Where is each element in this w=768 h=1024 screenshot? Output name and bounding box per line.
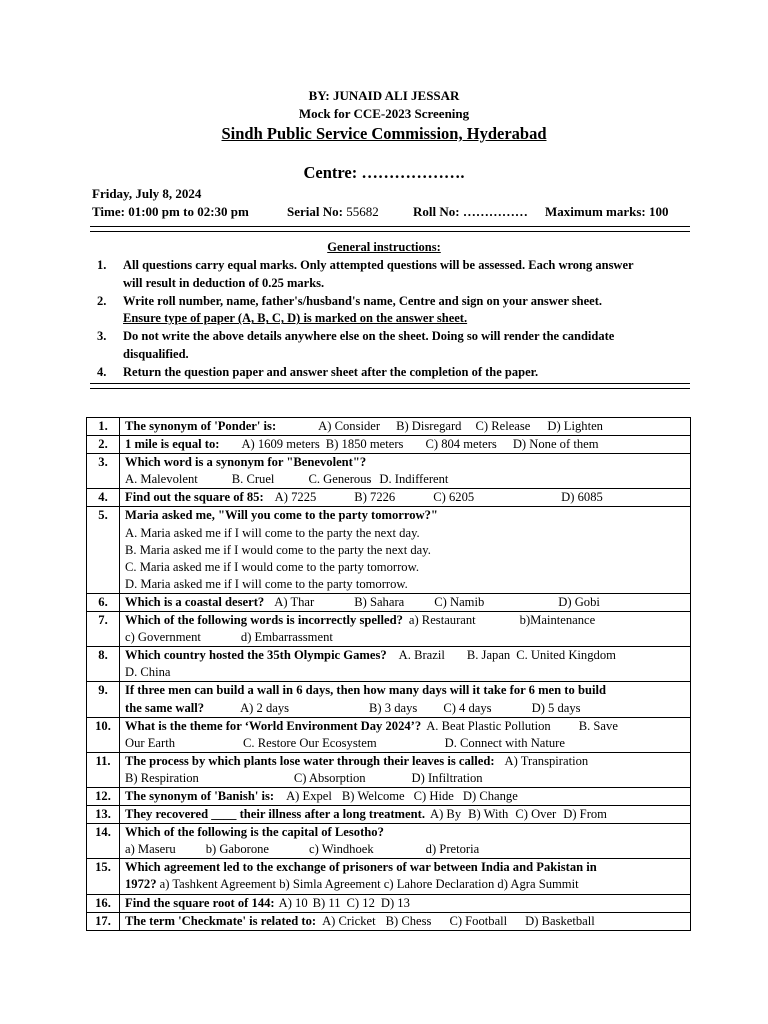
option: D. Maria asked me if I will come to the party tomorrow. <box>125 576 408 591</box>
question-cell <box>120 593 691 611</box>
instruction-text: disqualified. <box>123 346 189 361</box>
option: B) Respiration <box>125 770 199 785</box>
option: B) 1850 meters <box>325 437 404 452</box>
option: B) Disregard <box>396 419 462 433</box>
option: C) 4 days <box>443 700 492 715</box>
question-text: Which country hosted the 35th Olympic Games? <box>125 648 387 663</box>
question-text: What is the theme for ‘World Environment Day 2024’? <box>125 718 422 733</box>
option: A) 7225 <box>274 490 317 505</box>
option: D) Infiltration <box>411 770 483 785</box>
option: C. United Kingdom <box>516 648 616 663</box>
option: D) Gobi <box>558 594 600 609</box>
option: d) Embarrassment <box>240 630 333 645</box>
question-text: 1 mile is equal to: <box>125 437 220 452</box>
serial-value: 55682 <box>346 204 379 219</box>
question-number: 13. <box>87 806 120 824</box>
option: A. Malevolent <box>125 472 198 487</box>
question-number: 2. <box>87 436 120 454</box>
question-cell <box>120 859 691 894</box>
option: B) 7226 <box>354 490 396 505</box>
question-text: The synonym of 'Ponder' is: <box>125 419 277 433</box>
question-row <box>87 647 691 682</box>
option: c) Lahore Declaration <box>383 877 495 892</box>
mock-line: Mock for CCE-2023 Screening <box>298 106 470 121</box>
question-number: 10. <box>87 717 120 752</box>
question-text: Maria asked me, "Will you come to the party tomorrow?" <box>125 508 438 523</box>
option: A. Maria asked me if I will come to the party the next day. <box>125 525 420 540</box>
option: a) Tashkent Agreement <box>159 877 277 892</box>
option: D) Lighten <box>547 419 603 433</box>
question-text: The synonym of 'Banish' is: <box>125 788 275 803</box>
instruction-text: Return the question paper and answer sheet after the completion of the paper. <box>123 364 539 379</box>
instruction-text: All questions carry equal marks. Only attempted questions will be assessed. Each wrong answer <box>123 258 634 272</box>
option: A) Expel <box>286 788 332 803</box>
maximum-marks: Maximum marks: 100 <box>545 204 669 219</box>
question-row <box>87 593 691 611</box>
question-cell <box>120 752 691 787</box>
separator-bottom <box>90 383 690 389</box>
option: a) Restaurant <box>408 613 476 628</box>
centre-line: Centre: ………………. <box>303 163 465 182</box>
option: c) Windhoek <box>309 842 374 857</box>
author-line: BY: JUNAID ALI JESSAR <box>308 88 460 103</box>
question-number: 3. <box>87 454 120 489</box>
instruction-number: 2. <box>97 293 107 308</box>
option: C) Absorption <box>293 770 366 785</box>
option: Our Earth <box>125 735 176 750</box>
question-row <box>87 806 691 824</box>
question-row <box>87 507 691 593</box>
question-number: 8. <box>87 647 120 682</box>
question-number: 14. <box>87 824 120 859</box>
option: B. Save <box>578 718 618 733</box>
option: B) Chess <box>385 913 432 928</box>
instructions-list <box>97 257 653 381</box>
option: D) Basketball <box>525 913 595 928</box>
option: C) Release <box>475 419 531 433</box>
question-number: 11. <box>87 752 120 787</box>
exam-date: Friday, July 8, 2024 <box>92 186 202 201</box>
option: d) Pretoria <box>425 842 480 857</box>
question-cell <box>120 806 691 824</box>
option: D. Connect with Nature <box>444 735 565 750</box>
question-number: 5. <box>87 507 120 593</box>
option: B) With <box>468 807 509 822</box>
option: A. Beat Plastic Pollution <box>426 718 551 733</box>
question-row <box>87 454 691 489</box>
option: B) 11 <box>312 895 341 910</box>
question-text: Which agreement led to the exchange of prisoners of war between India and Pakistan in <box>125 860 597 875</box>
question-row <box>87 418 691 436</box>
instruction-text: Write roll number, name, father's/husband's name, Centre and sign on your answer sheet. <box>123 293 602 308</box>
question-text: 1972? <box>125 877 157 892</box>
option: B) Welcome <box>341 788 405 803</box>
instruction-number: 4. <box>97 364 107 379</box>
question-text: the same wall? <box>125 700 205 715</box>
question-text: The term 'Checkmate' is related to: <box>125 913 317 928</box>
option: D) 6085 <box>561 490 603 505</box>
question-number: 4. <box>87 489 120 507</box>
option: A) Thar <box>274 594 315 609</box>
option: D. Indifferent <box>379 472 449 487</box>
option: C) Over <box>515 807 557 822</box>
exam-time: Time: 01:00 pm to 02:30 pm <box>92 204 249 219</box>
option: C. Generous <box>308 472 372 487</box>
question-cell <box>120 824 691 859</box>
instruction-text: Do not write the above details anywhere else on the sheet. Doing so will render the candidate <box>123 329 615 344</box>
question-text: The process by which plants lose water through their leaves is called: <box>125 753 495 768</box>
question-row <box>87 859 691 894</box>
question-text: Which of the following is the capital of Lesotho? <box>125 825 384 840</box>
question-number: 9. <box>87 682 120 717</box>
question-cell <box>120 717 691 752</box>
instruction-text: Ensure type of paper (A, B, C, D) is marked on the answer sheet. <box>123 311 468 326</box>
instructions-title: General instructions: <box>327 240 441 254</box>
option: B. Maria asked me if I would come to the party the next day. <box>125 542 431 557</box>
question-row <box>87 489 691 507</box>
question-row <box>87 787 691 805</box>
option: b)Maintenance <box>519 613 596 628</box>
question-cell <box>120 787 691 805</box>
option: C) 6205 <box>433 490 475 505</box>
question-text: Find the square root of 144: <box>125 895 275 910</box>
option: A) Consider <box>318 419 381 433</box>
option: D. China <box>125 665 171 680</box>
option: A) 2 days <box>240 700 290 715</box>
option: D) Change <box>462 788 518 803</box>
question-text: Which word is a synonym for "Benevolent"? <box>125 455 367 470</box>
option: c) Government <box>125 630 201 645</box>
option: A) Transpiration <box>504 753 589 768</box>
question-row <box>87 894 691 912</box>
question-cell <box>120 454 691 489</box>
question-text: Find out the square of 85: <box>125 490 264 505</box>
question-cell <box>120 912 691 930</box>
serial-number <box>287 204 379 220</box>
option: C) 12 <box>346 895 375 910</box>
question-number: 6. <box>87 593 120 611</box>
question-row <box>87 436 691 454</box>
question-number: 17. <box>87 912 120 930</box>
option: d) Agra Summit <box>497 877 579 892</box>
option: C) Football <box>449 913 508 928</box>
questions-table <box>86 417 691 931</box>
instruction-text: will result in deduction of 0.25 marks. <box>123 275 325 290</box>
question-row <box>87 824 691 859</box>
question-text: Which is a coastal desert? <box>125 594 265 609</box>
question-cell <box>120 894 691 912</box>
question-row <box>87 717 691 752</box>
option: C) 804 meters <box>425 437 497 452</box>
option: B. Japan <box>466 648 511 663</box>
question-row <box>87 682 691 717</box>
option: A) 10 <box>278 895 308 910</box>
question-number: 15. <box>87 859 120 894</box>
option: B) Sahara <box>354 594 405 609</box>
option: A) Cricket <box>322 913 376 928</box>
question-number: 1. <box>87 418 120 436</box>
question-cell <box>120 418 691 436</box>
serial-label: Serial No: <box>287 204 343 219</box>
question-cell <box>120 436 691 454</box>
question-row <box>87 612 691 647</box>
option: C) Hide <box>413 788 454 803</box>
option: A) By <box>429 807 462 822</box>
question-cell <box>120 612 691 647</box>
option: C. Restore Our Ecosystem <box>243 735 377 750</box>
question-row <box>87 912 691 930</box>
option: D) 5 days <box>531 700 581 715</box>
question-row <box>87 752 691 787</box>
option: b) Simla Agreement <box>279 877 381 892</box>
option: A) 1609 meters <box>241 437 320 452</box>
option: C. Maria asked me if I would come to the party tomorrow. <box>125 559 420 574</box>
question-number: 12. <box>87 787 120 805</box>
instruction-number: 3. <box>97 329 107 344</box>
question-cell <box>120 489 691 507</box>
option: D) From <box>563 807 607 822</box>
question-number: 7. <box>87 612 120 647</box>
option: C) Namib <box>434 594 485 609</box>
option: D) None of them <box>512 437 599 452</box>
question-number: 16. <box>87 894 120 912</box>
roll-number: Roll No: …………… <box>413 204 528 219</box>
question-cell <box>120 647 691 682</box>
option: b) Gaborone <box>205 842 269 857</box>
option: B. Cruel <box>231 472 275 487</box>
question-text: They recovered ____ their illness after a long treatment. <box>125 807 425 822</box>
option: D) 13 <box>380 895 410 910</box>
option: a) Maseru <box>125 842 176 857</box>
question-cell <box>120 507 691 593</box>
question-text: If three men can build a wall in 6 days, then how many days will it take for 6 men to build <box>125 683 606 698</box>
instruction-number: 1. <box>97 258 107 272</box>
commission-title: Sindh Public Service Commission, Hyderabad <box>221 124 547 143</box>
question-cell <box>120 682 691 717</box>
option: A. Brazil <box>398 648 445 663</box>
question-text: Which of the following words is incorrectly spelled? <box>125 613 403 628</box>
option: B) 3 days <box>369 700 418 715</box>
separator-top <box>90 226 690 232</box>
